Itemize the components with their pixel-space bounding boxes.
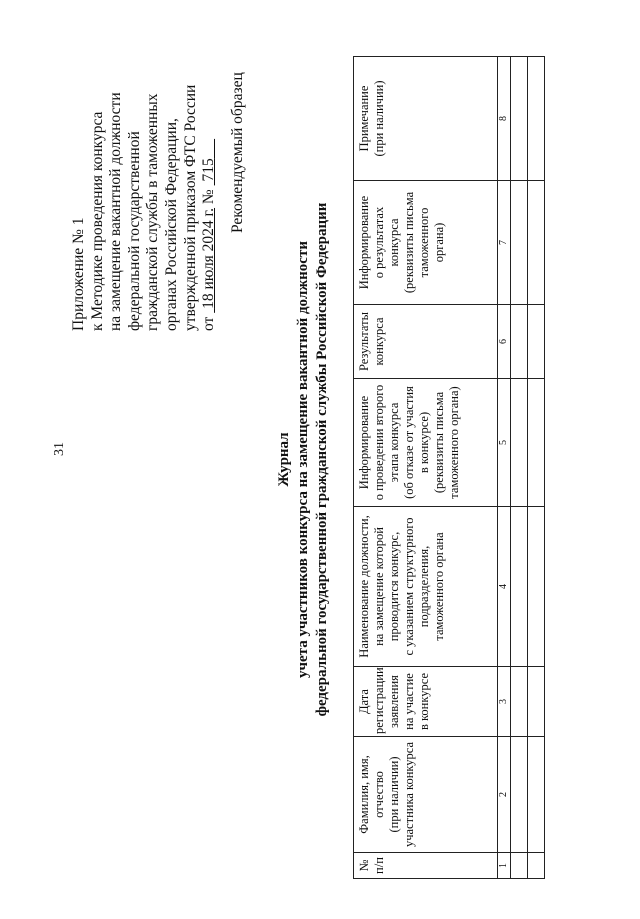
- column-number: 3: [498, 667, 511, 737]
- appendix-line: федеральной государственной: [125, 131, 143, 331]
- appendix-line: гражданской службы в таможенных: [144, 93, 162, 331]
- column-number: 8: [498, 57, 511, 181]
- recommended-sample-label: Рекомендуемый образец: [229, 72, 246, 233]
- appendix-line: Приложение № 1: [70, 217, 87, 331]
- journal-subtitle: федеральной государственной гражданской службы Российской Федерации: [314, 202, 330, 717]
- column-number: 6: [498, 305, 511, 379]
- header-registration-date: Дата регистрации заявления на участие в конкурсе: [354, 667, 498, 737]
- table-row: [511, 57, 528, 879]
- header-note: Примечание (при наличии): [354, 57, 498, 181]
- column-number-row: [498, 57, 511, 879]
- column-number: 2: [498, 737, 511, 853]
- header-second-stage-info: Информирование о проведении второго этапа конкурса (об отказе от участия в конкурсе) (реквизиты письма таможенного органа): [354, 379, 498, 507]
- column-number: 7: [498, 181, 511, 305]
- table-header-row: [354, 57, 498, 879]
- appendix-line: утвержденной приказом ФТС России: [181, 84, 199, 331]
- number-prefix: №: [200, 189, 218, 205]
- table-row: [528, 57, 545, 879]
- journal-title: Журнал: [276, 432, 292, 487]
- header-results-info: Информирование о результатах конкурса (реквизиты письма таможенного органа): [354, 181, 498, 305]
- journal-title-block: [275, 0, 332, 919]
- header-position: Наименование должности, на замещение которой проводится конкурс, с указанием структурного подразделения, таможенного органа: [354, 507, 498, 667]
- order-number: 715: [200, 158, 218, 182]
- column-number: 1: [498, 853, 511, 879]
- appendix-order-line: [200, 31, 219, 331]
- column-number: 4: [498, 507, 511, 667]
- header-results: Результаты конкурса: [354, 305, 498, 379]
- appendix-block: [70, 31, 219, 331]
- column-number: 5: [498, 379, 511, 507]
- appendix-line: органах Российской Федерации,: [162, 118, 180, 331]
- header-number: № п/п: [354, 853, 498, 879]
- date-prefix: от: [200, 316, 218, 331]
- journal-subtitle: учета участников конкурса на замещение вакантной должности: [295, 241, 311, 678]
- appendix-line: к Методике проведения конкурса: [88, 111, 106, 331]
- participants-table: [353, 56, 545, 879]
- appendix-line: на замещение вакантной должности: [107, 92, 125, 331]
- page-number: 31: [52, 442, 67, 456]
- order-date: 18 июля 2024 г.: [200, 207, 218, 309]
- header-participant-name: Фамилия, имя, отчество (при наличии) участника конкурса: [354, 737, 498, 853]
